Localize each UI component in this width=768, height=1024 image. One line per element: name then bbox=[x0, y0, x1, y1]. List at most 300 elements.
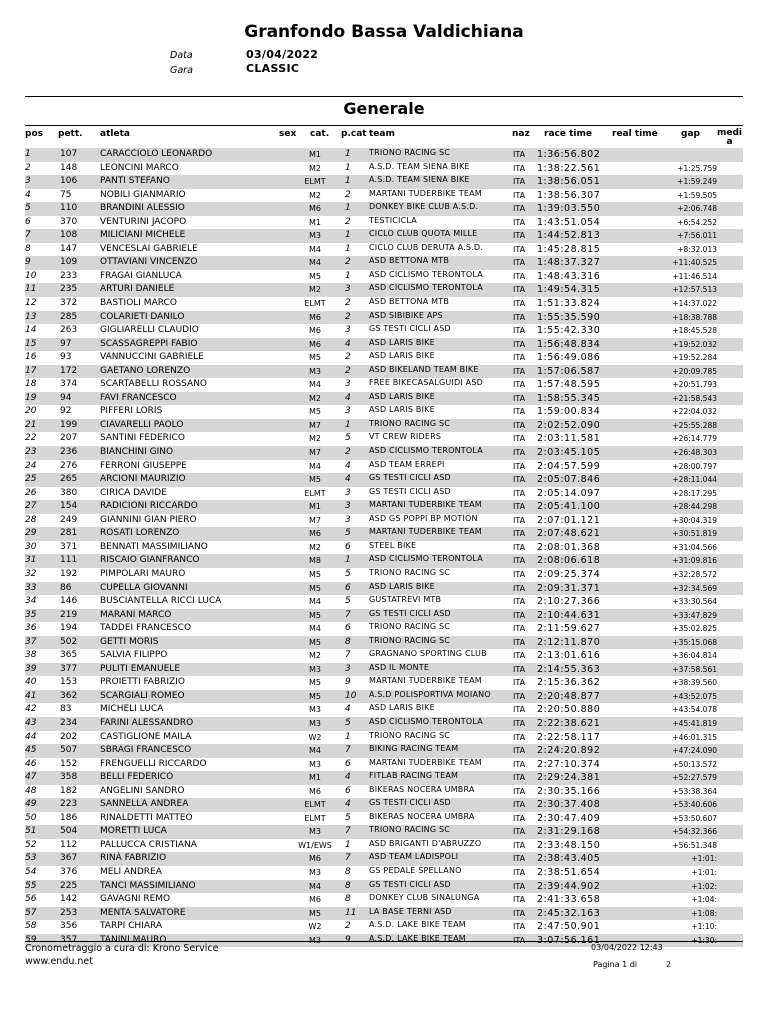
pos-cell: 17 bbox=[25, 365, 37, 376]
category-rank-cell: 6 bbox=[345, 582, 351, 593]
bib-cell: 202 bbox=[60, 731, 78, 742]
race-time-cell: 2:41:33.658 bbox=[537, 894, 601, 906]
athlete-cell: VENCESLAI GABRIELE bbox=[100, 243, 198, 254]
pos-cell: 40 bbox=[25, 677, 37, 688]
category-cell: ELMT bbox=[304, 488, 326, 498]
team-cell: FITLAB RACING TEAM bbox=[369, 771, 459, 781]
team-cell: BIKING RACING TEAM bbox=[369, 744, 459, 754]
category-rank-cell: 7 bbox=[345, 826, 351, 837]
pos-cell: 7 bbox=[25, 230, 31, 241]
pos-cell: 33 bbox=[25, 582, 37, 593]
athlete-cell: CUPELLA GIOVANNI bbox=[100, 582, 188, 593]
nation-cell: ITA bbox=[513, 624, 526, 634]
race-time-cell: 2:38:43.405 bbox=[537, 853, 601, 865]
gap-cell: +22:04.032 bbox=[672, 407, 717, 417]
pos-cell: 47 bbox=[25, 772, 37, 783]
bib-cell: 365 bbox=[60, 650, 78, 661]
category-cell: M3 bbox=[309, 231, 321, 241]
pos-cell: 54 bbox=[25, 866, 37, 877]
category-cell: M6 bbox=[309, 312, 321, 322]
team-cell: TRIONO RACING SC bbox=[369, 148, 451, 157]
race-time-cell: 2:39:44.902 bbox=[537, 880, 601, 892]
category-cell: M4 bbox=[309, 597, 321, 607]
race-time-cell: 1:43:51.054 bbox=[537, 216, 601, 228]
race-time-cell: 1:56:48.834 bbox=[537, 338, 601, 350]
pos-cell: 36 bbox=[25, 623, 37, 634]
nation-cell: ITA bbox=[513, 380, 526, 390]
team-cell: ASD TEAM LADISPOLI bbox=[369, 852, 459, 862]
team-cell: TRIONO RACING SC bbox=[369, 635, 451, 645]
category-rank-cell: 5 bbox=[345, 717, 351, 728]
nation-cell: ITA bbox=[513, 664, 526, 674]
race-time-cell: 2:20:48.877 bbox=[537, 690, 601, 702]
top-rule bbox=[25, 96, 743, 97]
gap-cell: +18:38.788 bbox=[672, 312, 717, 322]
category-rank-cell: 1 bbox=[345, 731, 351, 742]
race-time-cell: 1:57:48.595 bbox=[537, 379, 601, 391]
race-time-cell: 1:44:52.813 bbox=[537, 230, 601, 242]
race-time-cell: 1:55:42.330 bbox=[537, 325, 601, 337]
gap-cell: +1:59.505 bbox=[677, 190, 717, 200]
athlete-cell: MARANI MARCO bbox=[100, 609, 172, 620]
nation-cell: ITA bbox=[513, 231, 526, 241]
nation-cell: ITA bbox=[513, 204, 526, 214]
timing-credit: Cronometraggio a cura di: Krono Service bbox=[25, 943, 219, 954]
team-cell: MARTANI TUDERBIKE TEAM bbox=[369, 527, 482, 537]
nation-cell: ITA bbox=[513, 597, 526, 607]
pos-cell: 22 bbox=[25, 433, 37, 444]
bib-cell: 199 bbox=[60, 419, 78, 430]
pos-cell: 30 bbox=[25, 541, 37, 552]
gap-cell: +52:27.579 bbox=[672, 773, 717, 783]
nation-cell: ITA bbox=[513, 935, 526, 945]
category-cell: M6 bbox=[309, 786, 321, 796]
team-cell: MARTANI TUDERBIKE TEAM bbox=[369, 757, 482, 767]
gap-cell: +43:54.078 bbox=[672, 705, 717, 715]
nation-cell: ITA bbox=[513, 542, 526, 552]
category-rank-cell: 11 bbox=[345, 907, 357, 918]
pos-cell: 25 bbox=[25, 474, 37, 485]
athlete-cell: PALLUCCA CRISTIANA bbox=[100, 839, 197, 850]
athlete-cell: FRENGUELLI RICCARDO bbox=[100, 758, 207, 769]
category-cell: M7 bbox=[309, 420, 321, 430]
category-rank-cell: 3 bbox=[345, 325, 351, 336]
race-time-cell: 2:31:29.168 bbox=[537, 826, 601, 838]
pos-cell: 20 bbox=[25, 406, 37, 417]
team-cell: ASD LARIS BIKE bbox=[369, 405, 435, 415]
col-team: team bbox=[369, 129, 395, 139]
athlete-cell: MICHELI LUCA bbox=[100, 704, 164, 715]
athlete-cell: ARTURI DANIELE bbox=[100, 284, 175, 295]
category-cell: M3 bbox=[309, 718, 321, 728]
pos-cell: 1 bbox=[25, 149, 31, 159]
athlete-cell: RADICIONI RICCARDO bbox=[100, 501, 198, 512]
athlete-cell: SALVIA FILIPPO bbox=[100, 650, 168, 661]
nation-cell: ITA bbox=[513, 840, 526, 850]
pos-cell: 12 bbox=[25, 298, 37, 309]
pos-cell: 41 bbox=[25, 690, 37, 701]
category-cell: M1 bbox=[309, 502, 321, 512]
category-cell: M4 bbox=[309, 258, 321, 268]
nation-cell: ITA bbox=[513, 244, 526, 254]
results-table bbox=[25, 148, 743, 947]
athlete-cell: TANCI MASSIMILIANO bbox=[100, 880, 196, 891]
category-rank-cell: 4 bbox=[345, 799, 351, 810]
race-time-cell: 2:14:55.363 bbox=[537, 663, 601, 675]
bib-cell: 97 bbox=[60, 338, 72, 349]
bib-cell: 234 bbox=[60, 717, 78, 728]
pos-cell: 24 bbox=[25, 460, 37, 471]
team-cell: ASD BRIGANTI D'ABRUZZO bbox=[369, 838, 482, 848]
team-cell: ASD CICLISMO TERONTOLA bbox=[369, 269, 483, 279]
bib-cell: 154 bbox=[60, 501, 78, 512]
team-cell: ASD BETTONA MTB bbox=[369, 297, 450, 307]
nation-cell: ITA bbox=[513, 339, 526, 349]
bib-cell: 153 bbox=[60, 677, 78, 688]
athlete-cell: SANNELLA ANDREA bbox=[100, 799, 189, 810]
team-cell: ASD BIKELAND TEAM BIKE bbox=[369, 364, 479, 374]
gap-cell: +56:51.348 bbox=[672, 840, 717, 850]
bib-cell: 142 bbox=[60, 894, 78, 905]
category-cell: M7 bbox=[309, 448, 321, 458]
team-cell: DONKEY BIKE CLUB A.S.D. bbox=[369, 202, 479, 212]
athlete-cell: FERRONI GIUSEPPE bbox=[100, 460, 187, 471]
col-sex: sex bbox=[279, 129, 297, 139]
gap-cell: +2:06.748 bbox=[677, 204, 717, 214]
category-cell: M3 bbox=[309, 664, 321, 674]
nation-cell: ITA bbox=[513, 448, 526, 458]
category-rank-cell: 1 bbox=[345, 419, 351, 430]
pos-cell: 6 bbox=[25, 216, 31, 227]
category-rank-cell: 2 bbox=[345, 921, 351, 932]
pos-cell: 48 bbox=[25, 785, 37, 796]
gap-cell: +20:51.793 bbox=[672, 380, 717, 390]
bib-cell: 225 bbox=[60, 880, 78, 891]
nation-cell: ITA bbox=[513, 285, 526, 295]
bib-cell: 107 bbox=[60, 149, 78, 159]
race-time-cell: 2:30:47.409 bbox=[537, 812, 601, 824]
gap-cell: +1:01: bbox=[691, 867, 717, 877]
category-rank-cell: 8 bbox=[345, 880, 351, 891]
gap-cell: +8:32.013 bbox=[677, 244, 717, 254]
nation-cell: ITA bbox=[513, 434, 526, 444]
nation-cell: ITA bbox=[513, 718, 526, 728]
category-rank-cell: 3 bbox=[345, 406, 351, 417]
athlete-cell: LEONCINI MARCO bbox=[100, 162, 179, 173]
nation-cell: ITA bbox=[513, 299, 526, 309]
category-cell: ELMT bbox=[304, 177, 326, 187]
gap-cell: +1:08: bbox=[691, 908, 717, 918]
gap-cell: +33:47.829 bbox=[672, 610, 717, 620]
pos-cell: 50 bbox=[25, 812, 37, 823]
bib-cell: 502 bbox=[60, 636, 78, 647]
bib-cell: 235 bbox=[60, 284, 78, 295]
category-rank-cell: 1 bbox=[345, 176, 351, 187]
race-time-cell: 2:10:44.631 bbox=[537, 609, 601, 621]
nation-cell: ITA bbox=[513, 651, 526, 661]
category-rank-cell: 3 bbox=[345, 284, 351, 295]
race-time-cell: 1:38:56.307 bbox=[537, 189, 601, 201]
category-rank-cell: 1 bbox=[345, 203, 351, 214]
pos-cell: 34 bbox=[25, 596, 37, 607]
bib-cell: 152 bbox=[60, 758, 78, 769]
team-cell: GS TESTI CICLI ASD bbox=[369, 473, 451, 483]
athlete-cell: MELI ANDREA bbox=[100, 866, 162, 877]
category-cell: M3 bbox=[309, 759, 321, 769]
gap-cell: +32:28.572 bbox=[672, 569, 717, 579]
race-time-cell: 1:48:37.327 bbox=[537, 257, 601, 269]
team-cell: CICLO CLUB QUOTA MILLE bbox=[369, 229, 478, 239]
race-time-cell: 2:38:51.654 bbox=[537, 866, 601, 878]
race-time-cell: 2:30:37.408 bbox=[537, 799, 601, 811]
team-cell: GRAGNANO SPORTING CLUB bbox=[369, 649, 487, 659]
gap-cell: +1:30: bbox=[691, 935, 717, 945]
race-time-cell: 2:04:57.599 bbox=[537, 460, 601, 472]
pos-cell: 31 bbox=[25, 555, 37, 566]
pos-cell: 45 bbox=[25, 745, 37, 756]
athlete-cell: RINALDETTI MATTEO bbox=[100, 812, 193, 823]
athlete-cell: PANTI STEFANO bbox=[100, 176, 170, 187]
gap-cell: +1:59.249 bbox=[677, 177, 717, 187]
race-time-cell: 2:05:41.100 bbox=[537, 501, 601, 513]
col-pett: pett. bbox=[58, 129, 83, 139]
team-cell: ASD LARIS BIKE bbox=[369, 351, 435, 361]
team-cell: ASD LARIS BIKE bbox=[369, 337, 435, 347]
nation-cell: ITA bbox=[513, 773, 526, 783]
category-rank-cell: 1 bbox=[345, 270, 351, 281]
gap-cell: +31:04.566 bbox=[672, 542, 717, 552]
pos-cell: 26 bbox=[25, 487, 37, 498]
gap-cell: +12:57.513 bbox=[672, 285, 717, 295]
category-cell: M3 bbox=[309, 705, 321, 715]
pos-cell: 13 bbox=[25, 311, 37, 322]
race-time-cell: 2:07:48.621 bbox=[537, 528, 601, 540]
race-time-cell: 2:09:25.374 bbox=[537, 568, 601, 580]
athlete-cell: ANGELINI SANDRO bbox=[100, 785, 185, 796]
nation-cell: ITA bbox=[513, 515, 526, 525]
gap-cell: +1:04: bbox=[691, 895, 717, 905]
race-time-cell: 1:45:28.815 bbox=[537, 243, 601, 255]
category-rank-cell: 9 bbox=[345, 934, 351, 945]
race-time-cell: 2:10:27.366 bbox=[537, 596, 601, 608]
team-cell: ASD CICLISMO TERONTOLA bbox=[369, 554, 483, 564]
pos-cell: 42 bbox=[25, 704, 37, 715]
bib-cell: 504 bbox=[60, 826, 78, 837]
category-rank-cell: 3 bbox=[345, 501, 351, 512]
gap-cell: +1:25.759 bbox=[677, 163, 717, 173]
gap-cell: +11:40.525 bbox=[672, 258, 717, 268]
category-cell: M4 bbox=[309, 881, 321, 891]
category-rank-cell: 2 bbox=[345, 257, 351, 268]
team-cell: TRIONO RACING SC bbox=[369, 825, 451, 835]
category-cell: M4 bbox=[309, 380, 321, 390]
nation-cell: ITA bbox=[513, 691, 526, 701]
team-cell: DONKEY CLUB SINALUNGA bbox=[369, 893, 480, 903]
nation-cell: ITA bbox=[513, 393, 526, 403]
bib-cell: 281 bbox=[60, 528, 78, 539]
athlete-cell: GETTI MORIS bbox=[100, 636, 159, 647]
category-rank-cell: 4 bbox=[345, 772, 351, 783]
team-cell: A.S.D. LAKE BIKE TEAM bbox=[369, 920, 466, 930]
race-time-cell: 2:07:01.121 bbox=[537, 514, 601, 526]
team-cell: MARTANI TUDERBIKE TEAM bbox=[369, 500, 482, 510]
team-cell: TRIONO RACING SC bbox=[369, 567, 451, 577]
athlete-cell: MENTA SALVATORE bbox=[100, 907, 186, 918]
team-cell: TRIONO RACING SC bbox=[369, 418, 451, 428]
race-time-cell: 2:03:11.581 bbox=[537, 433, 601, 445]
pos-cell: 58 bbox=[25, 921, 37, 932]
website-link[interactable]: www.endu.net bbox=[25, 956, 93, 967]
pos-cell: 35 bbox=[25, 609, 37, 620]
gap-cell: +28:00.797 bbox=[672, 461, 717, 471]
category-cell: M2 bbox=[309, 542, 321, 552]
race-time-cell: 2:27:10.374 bbox=[537, 758, 601, 770]
nation-cell: ITA bbox=[513, 813, 526, 823]
bib-cell: 374 bbox=[60, 379, 78, 390]
athlete-cell: CIAVARELLI PAOLO bbox=[100, 419, 184, 430]
athlete-cell: SCASSAGREPPI FABIO bbox=[100, 338, 198, 349]
bib-cell: 112 bbox=[60, 839, 78, 850]
team-cell: TESTICICLA bbox=[369, 215, 417, 225]
bib-cell: 106 bbox=[60, 176, 78, 187]
category-rank-cell: 3 bbox=[345, 487, 351, 498]
gap-cell: +30:04.319 bbox=[672, 515, 717, 525]
category-rank-cell: 3 bbox=[345, 379, 351, 390]
category-cell: W1/EWS bbox=[298, 840, 332, 850]
bib-cell: 249 bbox=[60, 514, 78, 525]
bib-cell: 233 bbox=[60, 270, 78, 281]
category-cell: M5 bbox=[309, 691, 321, 701]
athlete-cell: COLARIETI DANILO bbox=[100, 311, 185, 322]
nation-cell: ITA bbox=[513, 610, 526, 620]
team-cell: GS TESTI CICLI ASD bbox=[369, 608, 451, 618]
category-rank-cell: 6 bbox=[345, 541, 351, 552]
section-title: Generale bbox=[343, 99, 425, 118]
data-label: Data bbox=[170, 50, 193, 61]
bib-cell: 253 bbox=[60, 907, 78, 918]
category-rank-cell: 4 bbox=[345, 460, 351, 471]
pos-cell: 23 bbox=[25, 447, 37, 458]
nation-cell: ITA bbox=[513, 746, 526, 756]
nation-cell: ITA bbox=[513, 583, 526, 593]
category-cell: M1 bbox=[309, 773, 321, 783]
race-time-cell: 2:22:38.621 bbox=[537, 717, 601, 729]
pos-cell: 8 bbox=[25, 243, 31, 254]
athlete-cell: GAVAGNI REMO bbox=[100, 894, 171, 905]
category-rank-cell: 4 bbox=[345, 474, 351, 485]
athlete-cell: SCARTABELLI ROSSANO bbox=[100, 379, 208, 390]
footer-rule bbox=[25, 941, 743, 942]
nation-cell: ITA bbox=[513, 271, 526, 281]
athlete-cell: SCARGIALI ROMEO bbox=[100, 690, 185, 701]
pos-cell: 5 bbox=[25, 203, 31, 214]
race-time-cell: 1:39:03.550 bbox=[537, 203, 601, 215]
race-time-cell: 1:38:56.051 bbox=[537, 176, 601, 188]
race-time-cell: 2:45:32.163 bbox=[537, 907, 601, 919]
col-pos: pos bbox=[25, 129, 43, 139]
team-cell: A.S.D. LAKE BIKE TEAM bbox=[369, 933, 466, 943]
category-rank-cell: 1 bbox=[345, 149, 351, 159]
team-cell: MARTANI TUDERBIKE TEAM bbox=[369, 676, 482, 686]
nation-cell: ITA bbox=[513, 366, 526, 376]
gap-cell: +20:09.785 bbox=[672, 366, 717, 376]
athlete-cell: BRANDINI ALESSIO bbox=[100, 203, 185, 214]
race-time-cell: 2:05:07.846 bbox=[537, 474, 601, 486]
category-rank-cell: 2 bbox=[345, 216, 351, 227]
nation-cell: ITA bbox=[513, 854, 526, 864]
category-rank-cell: 2 bbox=[345, 447, 351, 458]
gap-cell: +14:37.022 bbox=[672, 299, 717, 309]
nation-cell: ITA bbox=[513, 678, 526, 688]
team-cell: A.S.D. TEAM SIENA BIKE bbox=[369, 161, 470, 171]
data-value: 03/04/2022 bbox=[246, 48, 319, 61]
category-cell: M4 bbox=[309, 746, 321, 756]
category-rank-cell: 5 bbox=[345, 528, 351, 539]
athlete-cell: MILICIANI MICHELE bbox=[100, 230, 186, 241]
pos-cell: 15 bbox=[25, 338, 37, 349]
category-cell: ELMT bbox=[304, 299, 326, 309]
category-cell: M4 bbox=[309, 244, 321, 254]
athlete-cell: NOBILI GIANMARIO bbox=[100, 189, 186, 200]
race-time-cell: 1:55:35.590 bbox=[537, 311, 601, 323]
bib-cell: 362 bbox=[60, 690, 78, 701]
team-cell: GS PEDALE SPELLANO bbox=[369, 865, 462, 875]
nation-cell: ITA bbox=[513, 529, 526, 539]
page-total: 2 bbox=[666, 960, 672, 969]
athlete-cell: RISCAIO GIANFRANCO bbox=[100, 555, 200, 566]
nation-cell: ITA bbox=[513, 312, 526, 322]
race-time-cell: 1:38:22.561 bbox=[537, 162, 601, 174]
category-rank-cell: 1 bbox=[345, 162, 351, 173]
col-atleta: atleta bbox=[100, 129, 130, 139]
pos-cell: 37 bbox=[25, 636, 37, 647]
gara-label: Gara bbox=[170, 65, 193, 76]
bib-cell: 223 bbox=[60, 799, 78, 810]
category-rank-cell: 7 bbox=[345, 745, 351, 756]
category-cell: ELMT bbox=[304, 813, 326, 823]
bib-cell: 367 bbox=[60, 853, 78, 864]
nation-cell: ITA bbox=[513, 190, 526, 200]
bib-cell: 186 bbox=[60, 812, 78, 823]
bib-cell: 94 bbox=[60, 392, 72, 403]
pos-cell: 38 bbox=[25, 650, 37, 661]
gap-cell: +53:40.606 bbox=[672, 800, 717, 810]
pos-cell: 56 bbox=[25, 894, 37, 905]
category-cell: M5 bbox=[309, 407, 321, 417]
category-rank-cell: 1 bbox=[345, 243, 351, 254]
nation-cell: ITA bbox=[513, 420, 526, 430]
pos-cell: 46 bbox=[25, 758, 37, 769]
gap-cell: +35:02.825 bbox=[672, 624, 717, 634]
nation-cell: ITA bbox=[513, 800, 526, 810]
pos-cell: 28 bbox=[25, 514, 37, 525]
gap-cell: +26:14.779 bbox=[672, 434, 717, 444]
race-time-cell: 2:15:36.362 bbox=[537, 677, 601, 689]
race-time-cell: 2:30:35.166 bbox=[537, 785, 601, 797]
gap-cell: +32:34.569 bbox=[672, 583, 717, 593]
athlete-cell: BIANCHINI GINO bbox=[100, 447, 174, 458]
category-cell: M5 bbox=[309, 569, 321, 579]
category-cell: M3 bbox=[309, 867, 321, 877]
category-rank-cell: 6 bbox=[345, 623, 351, 634]
pos-cell: 43 bbox=[25, 717, 37, 728]
category-cell: M3 bbox=[309, 935, 321, 945]
pos-cell: 4 bbox=[25, 189, 31, 200]
nation-cell: ITA bbox=[513, 177, 526, 187]
athlete-cell: PIMPOLARI MAURO bbox=[100, 568, 186, 579]
category-cell: M1 bbox=[309, 150, 321, 159]
gap-cell: +54:32.366 bbox=[672, 827, 717, 837]
